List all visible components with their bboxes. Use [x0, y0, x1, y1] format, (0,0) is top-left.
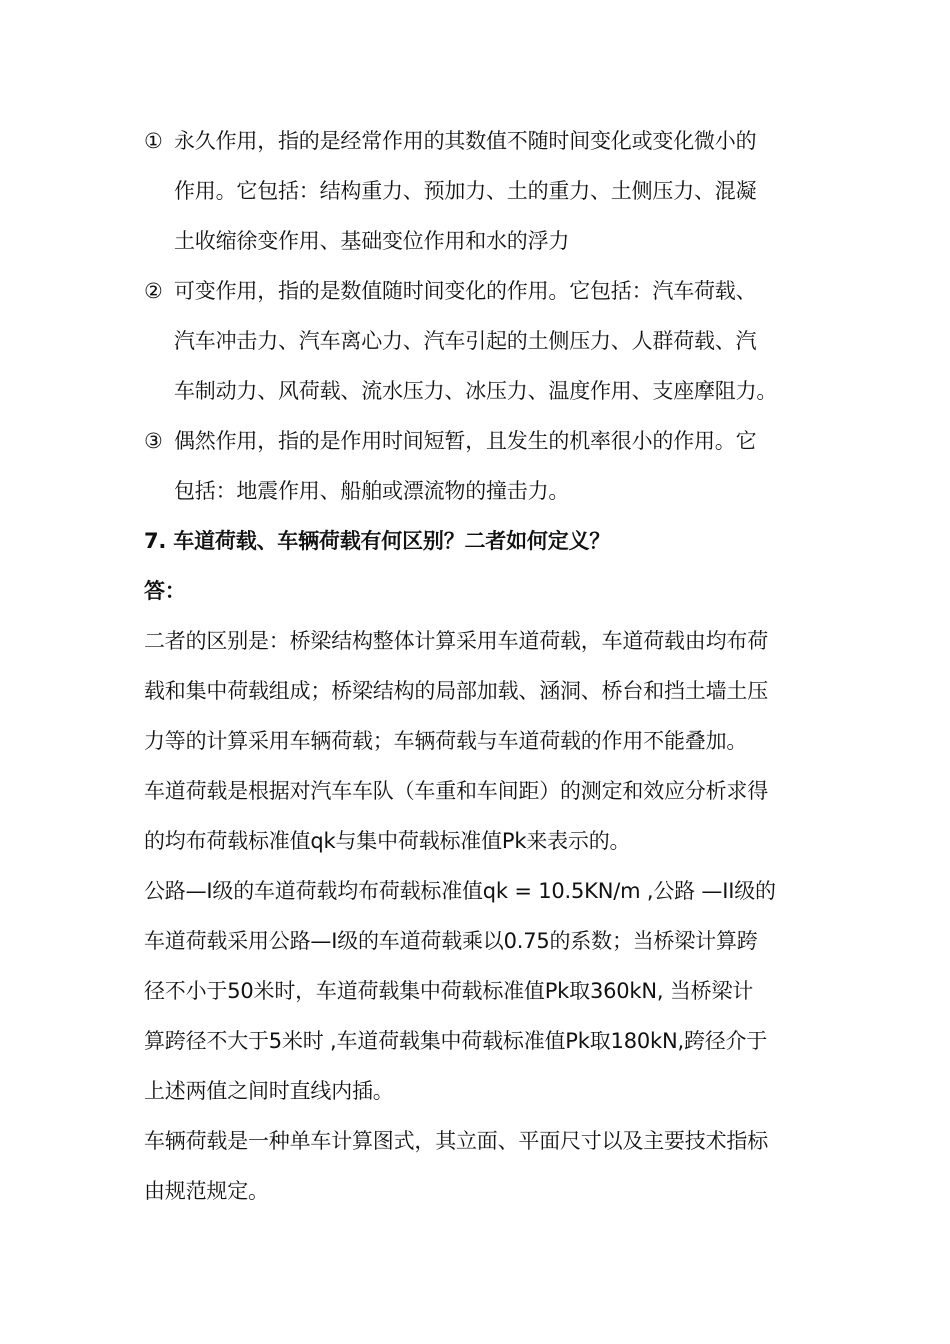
answer-label: 答： — [144, 579, 186, 603]
item-2-line-3: 车制动力、风荷载、流水压力、冰压力、温度作用、支座摩阻力。 — [174, 379, 778, 403]
item-3-line-1: 偶然作用，指的是作用时间短暂，且发生的机率很小的作用。它 — [174, 429, 757, 453]
paragraph-1-line-2: 载和集中荷载组成；桥梁结构的局部加载、涵洞、桥台和挡土墙土压 — [144, 679, 768, 703]
item-2-line-1: 可变作用，指的是数值随时间变化的作用。它包括：汽车荷载、 — [174, 279, 757, 303]
item-1-line-3: 土收缩徐变作用、基础变位作用和水的浮力 — [174, 229, 570, 253]
paragraph-3-line-2: 车道荷载采用公路—I级的车道荷载乘以0.75的系数；当桥梁计算跨 — [144, 929, 758, 953]
paragraph-3-line-5: 上述两值之间时直线内插。 — [144, 1079, 394, 1103]
paragraph-4-line-2: 由规范规定。 — [144, 1179, 269, 1203]
item-3-line-2: 包括：地震作用、船舶或漂流物的撞击力。 — [174, 479, 570, 503]
question-heading: 7. 车道荷载、车辆荷载有何区别？二者如何定义？ — [144, 529, 611, 553]
item-marker-3: ③ — [144, 429, 163, 453]
item-1-line-1: 永久作用，指的是经常作用的其数值不随时间变化或变化微小的 — [174, 129, 757, 153]
paragraph-3-line-3: 径不小于50米时，车道荷载集中荷载标准值Pk取360kN, 当桥梁计 — [144, 979, 754, 1003]
paragraph-2-line-2: 的均布荷载标准值qk与集中荷载标准值Pk来表示的。 — [144, 829, 631, 853]
item-marker-2: ② — [144, 279, 163, 303]
paragraph-4-line-1: 车辆荷载是一种单车计算图式，其立面、平面尺寸以及主要技术指标 — [144, 1129, 768, 1153]
item-2-line-2: 汽车冲击力、汽车离心力、汽车引起的土侧压力、人群荷载、汽 — [174, 329, 757, 353]
paragraph-3-line-1: 公路—I级的车道荷载均布荷载标准值qk = 10.5KN/m ,公路 —II级的 — [144, 879, 776, 903]
item-1-line-2: 作用。它包括：结构重力、预加力、土的重力、土侧压力、混凝 — [174, 179, 757, 203]
paragraph-1-line-1: 二者的区别是：桥梁结构整体计算采用车道荷载，车道荷载由均布荷 — [144, 629, 768, 653]
item-marker-1: ① — [144, 129, 163, 153]
paragraph-1-line-3: 力等的计算采用车辆荷载；车辆荷载与车道荷载的作用不能叠加。 — [144, 729, 748, 753]
paragraph-2-line-1: 车道荷载是根据对汽车车队（车重和车间距）的测定和效应分析求得 — [144, 779, 768, 803]
paragraph-3-line-4: 算跨径不大于5米时 ,车道荷载集中荷载标准值Pk取180kN,跨径介于 — [144, 1029, 768, 1053]
